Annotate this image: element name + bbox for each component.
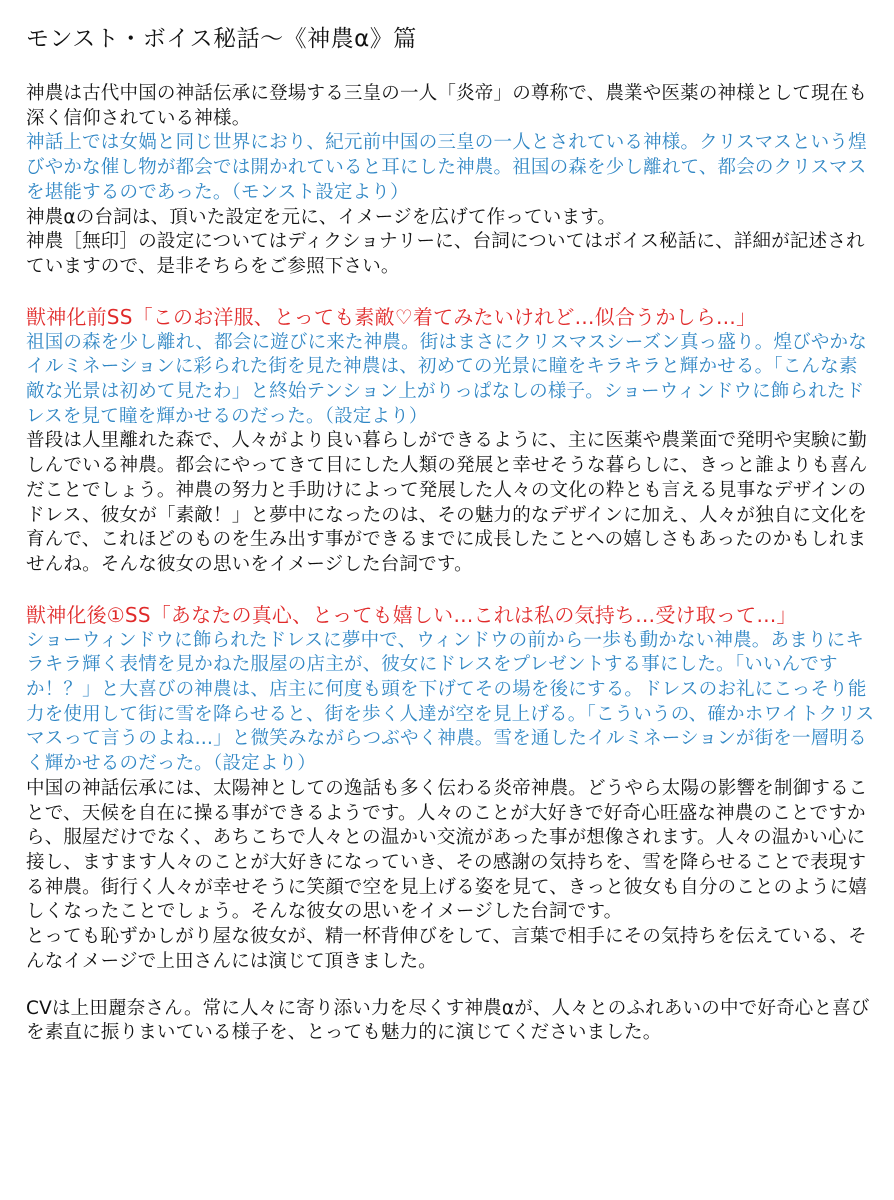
section2-setting: ショーウィンドウに飾られたドレスに夢中で、ウィンドウの前から一歩も動かない神農。あまりにキラキラ輝く表情を見かねた服屋の店主が、彼女にドレスをプレゼントする事にした。「いいんですか！？」と大喜びの神農は、店主に何度も頭を下げてその場を後にする。ドレスのお礼にこっそり能力を使用して街に雪を降らせると、街を歩く人達が空を見上げる。「こういうの、確かホワイトクリスマスって言うのよね…」と微笑みながらつぶやく神農。雪を通したイルミネーションが街を一層明るく輝かせるのだった。（設定より） <box>26 629 875 775</box>
intro-setting: 神話上では女媧と同じ世界におり、紀元前中国の三皇の一人とされている神様。クリスマスという煌びやかな催し物が都会では開かれていると耳にした神農。祖国の森を少し離れて、都会のクリスマスを堪能するのであった。（モンスト設定より） <box>26 132 867 203</box>
section2-commentary: 中国の神話伝承には、太陽神としての逸話も多く伝わる炎帝神農。どうやら太陽の影響を制御することで、天候を自在に操る事ができるようです。人々のことが大好きで好奇心旺盛な神農のことですから、服屋だけでなく、あちこちで人々との温かい交流があった事が想像されます。人々の温かい心に接し、ますます人々のことが大好きになっていき、その感謝の気持ちを、雪を降らせることで表現する神農。街行く人々が幸せそうに笑顔で空を見上げる姿を見て、きっと彼女も自分のことのように嬉しくなったことでしょう。そんな彼女の思いをイメージした台詞です。 <box>26 777 868 923</box>
spacer <box>26 280 876 304</box>
intro-reference: 神農［無印］の設定についてはディクショナリーに、台詞についてはボイス秘話に、詳細が記述されていますので、是非そちらをご参照下さい。 <box>26 231 865 277</box>
spacer <box>26 578 876 602</box>
section1-commentary: 普段は人里離れた森で、人々がより良い暮らしができるように、主に医薬や農業面で発明や実験に勤しんでいる神農。都会にやってきて目にした人類の発展と幸せそうな暮らしに、きっと誰よりも喜んだことでしょう。神農の努力と手助けによって発展した人々の文化の粋とも言える見事なデザインのドレス、彼女が「素敵！」と夢中になったのは、その魅力的なデザインに加え、人々が独自に文化を育んで、これほどのものを生み出す事ができるまでに成長したことへの嬉しさもあったのかもしれませんね。そんな彼女の思いをイメージした台詞です。 <box>26 430 868 575</box>
section2-direction: とっても恥ずかしがり屋な彼女が、精一杯背伸びをして、言葉で相手にその気持ちを伝えている、そんなイメージで上田さんには演じて頂きました。 <box>26 926 867 972</box>
closing-paragraph: CVは上田麗奈さん。常に人々に寄り添い力を尽くす神農αが、人々とのふれあいの中で好奇心と喜びを素直に振りまいている様子を、とっても魅力的に演じてくださいました。 <box>26 997 870 1044</box>
intro-description: 神農は古代中国の神話伝承に登場する三皇の一人「炎帝」の尊称で、農業や医薬の神様として現在も深く信仰されている神様。 <box>26 83 868 129</box>
intro-note: 神農αの台詞は、頂いた設定を元に、イメージを広げて作っています。 <box>26 206 617 228</box>
section1-setting: 祖国の森を少し離れ、都会に遊びに来た神農。街はまさにクリスマスシーズン真っ盛り。煌びやかなイルミネーションに彩られた街を見た神農は、初めての光景に瞳をキラキラと輝かせる。「こんな素敵な光景は初めて見たわ」と終始テンション上がりっぱなしの様子。ショーウィンドウに飾られたドレスを見て瞳を輝かせるのだった。（設定より） <box>26 331 867 427</box>
section2-heading: 獣神化後①SS「あなたの真心、とっても嬉しい…これは私の気持ち…受け取って…」 <box>26 602 797 627</box>
document-page <box>26 22 876 1046</box>
spacer <box>26 975 876 997</box>
section1-heading: 獣神化前SS「このお洋服、とっても素敵♡着てみたいけれど…似合うかしら…」 <box>26 304 757 329</box>
page-title: モンスト・ボイス秘話〜《神農α》篇 <box>26 26 417 52</box>
